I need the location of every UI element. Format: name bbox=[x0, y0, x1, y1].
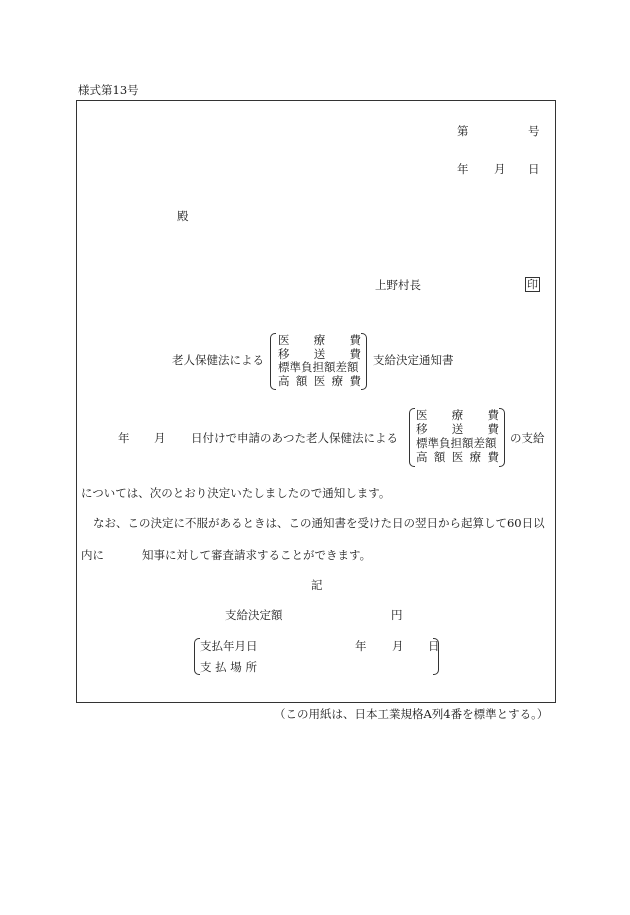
footnote: （この用紙は、日本工業規格A列4番を標準とする。） bbox=[274, 707, 549, 721]
payment-date-label: 支払年月日 bbox=[200, 639, 258, 653]
amount-unit: 円 bbox=[391, 608, 403, 622]
title-item: 高 額 医 療 費 bbox=[278, 373, 361, 388]
title-suffix: 支給決定通知書 bbox=[373, 353, 454, 367]
body-item: 高 額 医 療 費 bbox=[416, 450, 499, 464]
amount-label: 支給決定額 bbox=[225, 608, 283, 622]
form-frame bbox=[76, 100, 556, 703]
title-bracket-left bbox=[270, 333, 276, 390]
payment-place-label: 支 払 場 所 bbox=[200, 660, 257, 674]
title-item: 移 送 費 bbox=[278, 346, 361, 361]
title-prefix: 老人保健法による bbox=[172, 353, 264, 367]
body-line-3: なお、この決定に不服があるときは、この通知書を受けた日の翌日から起算して60日以 bbox=[93, 516, 545, 530]
title-items bbox=[278, 335, 361, 389]
body-line-4-start: 内に bbox=[81, 548, 104, 562]
payment-year: 年 bbox=[355, 639, 367, 653]
form-number: 様式第13号 bbox=[78, 83, 139, 97]
body-after-items: の支給 bbox=[510, 431, 545, 445]
body-item: 標準負担額差額 bbox=[416, 436, 497, 450]
body-applied-text: 日付けで申請のあつた老人保健法による bbox=[191, 431, 398, 445]
body-line-4-end: 知事に対して審査請求することができます。 bbox=[142, 548, 372, 562]
body-item: 移 送 費 bbox=[416, 422, 499, 436]
title-bracket-right bbox=[361, 333, 367, 390]
seal-mark: 印 bbox=[527, 278, 538, 291]
body-month: 月 bbox=[154, 431, 166, 445]
payment-day: 日 bbox=[428, 639, 440, 653]
body-year: 年 bbox=[118, 431, 130, 445]
body-item: 医 療 費 bbox=[416, 408, 499, 422]
date-day: 日 bbox=[528, 162, 540, 176]
date-month: 月 bbox=[494, 162, 506, 176]
date-year: 年 bbox=[457, 162, 469, 176]
body-bracket-left bbox=[409, 408, 415, 467]
body-line-2: については、次のとおり決定いたしましたので通知します。 bbox=[81, 486, 391, 500]
addressee-suffix: 殿 bbox=[177, 209, 189, 223]
issuer: 上野村長 bbox=[375, 278, 421, 292]
title-item: 医 療 費 bbox=[278, 333, 361, 347]
title-item: 標準負担額差額 bbox=[278, 360, 359, 374]
number-prefix: 第 bbox=[457, 124, 469, 138]
body-items bbox=[416, 410, 499, 466]
payment-month: 月 bbox=[392, 639, 404, 653]
number-suffix: 号 bbox=[528, 124, 540, 138]
ki-heading: 記 bbox=[311, 578, 323, 592]
body-bracket-right bbox=[499, 408, 505, 467]
